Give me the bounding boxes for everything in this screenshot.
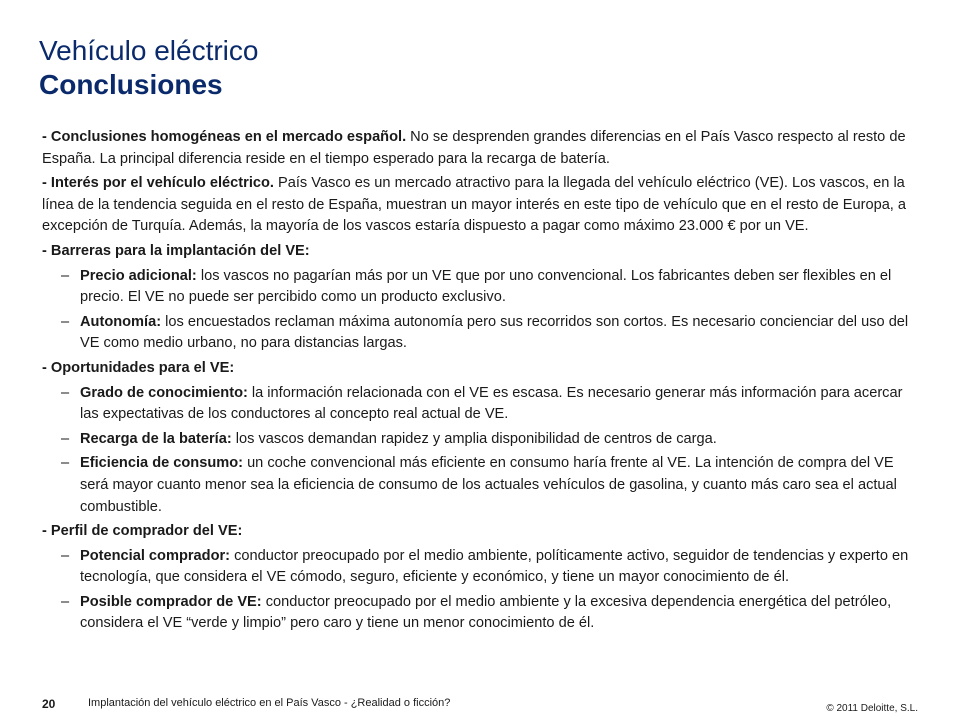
footer-title: Implantación del vehículo eléctrico en el País Vasco - ¿Realidad o ficción? (88, 697, 451, 709)
section-heading-opportunities: - Oportunidades para el VE: (42, 359, 235, 376)
paragraph-interest (42, 173, 918, 238)
list-item (42, 266, 918, 309)
title-line-1: Vehículo eléctrico (39, 35, 259, 66)
dash-bullet: – (61, 267, 70, 284)
dash-bullet: – (61, 455, 70, 472)
section-heading-buyer-profile: - Perfil de comprador del VE: (42, 523, 243, 540)
dash-bullet: – (61, 313, 70, 330)
dash-bullet: – (61, 593, 70, 610)
list-item (42, 546, 918, 589)
footer (0, 694, 960, 714)
content-body (42, 127, 918, 638)
item-text: los encuestados reclaman máxima autonomía pero sus recorridos son cortos. Es necesario concienciar del uso del VE como medio urbano, no para distancias largas. (80, 313, 909, 352)
list-item (42, 383, 918, 426)
copyright-notice: © 2011 Deloitte, S.L. (826, 703, 918, 714)
item-text: los vascos demandan rapidez y amplia disponibilidad de centros de carga. (231, 430, 717, 447)
list-item (42, 429, 918, 451)
item-lead: Recarga de la batería: (80, 430, 232, 447)
item-text: conductor preocupado por el medio ambiente y la excesiva dependencia energética del petróleo, considera el VE “verde y limpio” pero caro y tiene un menor conocimiento de él. (80, 593, 892, 632)
item-lead: Eficiencia de consumo: (80, 455, 244, 472)
section-heading-barriers: - Barreras para la implantación del VE: (42, 242, 310, 259)
item-lead: Potencial comprador: (80, 547, 231, 564)
item-lead: Grado de conocimiento: (80, 384, 248, 401)
dash-bullet: – (61, 384, 70, 401)
item-lead: Posible comprador de VE: (80, 593, 262, 610)
slide-title (39, 34, 258, 102)
page-number: 20 (42, 697, 56, 711)
paragraph-lead: - Conclusiones homogéneas en el mercado español. (42, 129, 407, 145)
item-text: la información relacionada con el VE es escasa. Es necesario generar más información para acercar las expectativas de los conductores al concepto real actual de VE. (80, 384, 903, 423)
paragraph-text: No se desprenden grandes diferencias en el País Vasco respecto al resto de España. La principal diferencia reside en el tiempo esperado para la recarga de batería. (42, 129, 906, 167)
dash-bullet: – (61, 430, 70, 447)
list-item (42, 592, 918, 635)
item-lead: Autonomía: (80, 313, 162, 330)
item-lead: Precio adicional: (80, 267, 197, 284)
paragraph-text: País Vasco es un mercado atractivo para la llegada del vehículo eléctrico (VE). Los vascos, en la línea de la tendencia seguida en el resto de España, muestran un mayor interés en este tipo de vehículo que en el resto de Europa, a excepción de Turquía. Además, la mayoría de los vascos estaría dispuesto a pagar como máximo 23.000 € por un VE. (42, 175, 907, 235)
item-text: conductor preocupado por el medio ambiente, políticamente activo, seguidor de tendencias y experto en tecnología, que considera el VE cómodo, seguro, eficiente y económico, y tiene un mayor conocimiento de él. (80, 547, 909, 586)
list-item (42, 312, 918, 355)
item-text: los vascos no pagarían más por un VE que por uno convencional. Los fabricantes deben ser flexibles en el precio. El VE no puede ser percibido como un producto exclusivo. (80, 267, 892, 306)
item-text: un coche convencional más eficiente en consumo haría frente al VE. La intención de compra del VE será mayor cuanto menor sea la eficiencia de consumo de los actuales vehículos de gasolina, y cuanto más caro sea el actual combustible. (80, 455, 897, 515)
list-item (42, 453, 918, 518)
dash-bullet: – (61, 547, 70, 564)
title-line-2: Conclusiones (39, 69, 223, 100)
paragraph-conclusions (42, 127, 918, 170)
paragraph-lead: - Interés por el vehículo eléctrico. (42, 175, 274, 192)
